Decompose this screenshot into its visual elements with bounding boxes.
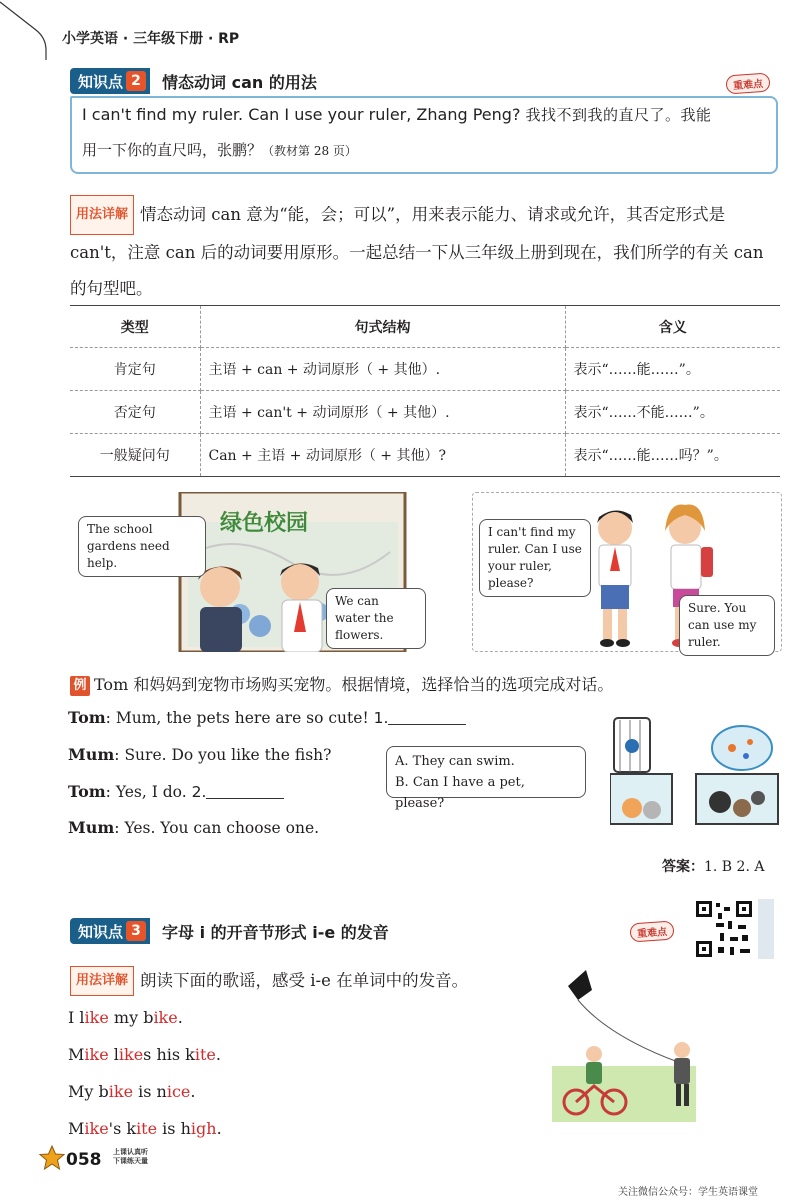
rhyme-text: I l: [68, 1008, 85, 1027]
example-prompt: [70, 672, 613, 696]
answer-blank[interactable]: [388, 711, 466, 725]
pet-shop-illustration: [610, 712, 782, 830]
rhyme-text: .: [177, 1008, 183, 1027]
speaker-name: Mum: [68, 818, 115, 837]
kp2-difficulty-badge: 重难点: [725, 72, 770, 94]
kp3-difficulty-badge: 重难点: [629, 920, 674, 942]
answer-blank[interactable]: [206, 785, 284, 799]
kp2-textbook-ref: （教材第 28 页）: [262, 144, 357, 158]
table-header-type: 类型: [70, 306, 200, 348]
table-cell-type: 一般疑问句: [70, 434, 200, 477]
rhyme-text: M: [68, 1119, 85, 1138]
table-header-structure: 句式结构: [200, 306, 565, 348]
kp2-example-box: [70, 96, 778, 174]
speaker-name: Mum: [68, 745, 115, 764]
rhyme-line: [68, 1045, 221, 1064]
rhyme-highlight: ike: [153, 1008, 178, 1027]
speech-bubble-3: I can't find my ruler. Can I use your ruler, please?: [479, 519, 591, 597]
rhyme-text: l: [108, 1045, 119, 1064]
qr-code-icon[interactable]: [694, 899, 754, 959]
kp3-number: 3: [126, 921, 146, 941]
page-header: 小学英语 · 三年级下册 · RP: [62, 31, 240, 47]
table-cell-structure: 主语 + can + 动词原形（ + 其他）.: [200, 348, 565, 391]
speaker-name: Tom: [68, 708, 106, 727]
rhyme-text: is n: [133, 1082, 167, 1101]
rhyme-highlight: ike: [84, 1008, 109, 1027]
rhyme-text: my b: [108, 1008, 154, 1027]
example-tag: 例: [70, 676, 90, 696]
answer-label: 答案：: [662, 859, 704, 875]
example-prompt-text: Tom 和妈妈到宠物市场购买宠物。根据情境，选择恰当的选项完成对话。: [94, 675, 614, 694]
kp2-example-cn-1: 我找不到我的直尺了。我能: [525, 106, 712, 124]
rhyme-text: M: [68, 1045, 85, 1064]
table-row: [70, 434, 780, 477]
table-row: [70, 391, 780, 434]
table-cell-type: 肯定句: [70, 348, 200, 391]
dialogue-text: Sure. Do you like the fish?: [124, 746, 332, 764]
dialogue-text: Yes, I do.: [115, 783, 187, 801]
option-b[interactable]: B. Can I have a pet, please?: [395, 775, 525, 811]
usage-paragraph: [70, 195, 782, 307]
kp2-example-en: I can't find my ruler. Can I use your ruler, Zhang Peng?: [82, 105, 521, 124]
kp3-tag: [70, 918, 150, 944]
rhyme-highlight: ike: [118, 1045, 144, 1064]
dialogue-line: Mum: Sure. Do you like the fish?: [68, 745, 332, 764]
speech-bubble-2: We can water the flowers.: [326, 588, 426, 649]
dialogue-text: Mum, the pets here are so cute!: [115, 709, 369, 727]
kp2-heading: [70, 68, 317, 94]
footer-slogan-2: 下课练天量: [113, 1157, 148, 1165]
usage-tag: 用法详解: [70, 195, 134, 235]
corner-decoration: [0, 0, 60, 60]
options-box: [386, 746, 586, 811]
qr-side-tab: [758, 899, 774, 959]
kp3-usage-tag: 用法详解: [70, 966, 134, 996]
rhyme-highlight: ike: [84, 1119, 109, 1138]
dialogue-line: Tom: Mum, the pets here are so cute! 1.: [68, 708, 466, 727]
option-a[interactable]: A. They can swim.: [395, 754, 515, 769]
kp2-tag-label: 知识点: [78, 72, 124, 91]
rhyme-highlight: ike: [84, 1045, 109, 1064]
footer-slogan: [113, 1148, 148, 1166]
kp3-tag-label: 知识点: [78, 922, 124, 941]
rhyme-text: s his k: [143, 1045, 195, 1064]
table-cell-meaning: 表示“……不能……”。: [565, 391, 780, 434]
rhyme-highlight: ite: [194, 1045, 216, 1064]
dialogue-line: Tom: Yes, I do. 2.: [68, 782, 284, 801]
usage-text: 情态动词 can 意为“能，会；可以”，用来表示能力、请求或允许，其否定形式是 can't，注意 can 后的动词要用原形。一起总结一下从三年级上册到现在，我们所学的有关 can 的句型吧。: [70, 205, 764, 298]
school-garden-illustration: [70, 492, 432, 652]
speaker-name: Tom: [68, 782, 106, 801]
table-cell-type: 否定句: [70, 391, 200, 434]
garden-sign: 绿色校园: [220, 511, 309, 536]
speech-bubble-4: Sure. You can use my ruler.: [679, 595, 775, 656]
rhyme-text: .: [190, 1082, 196, 1101]
answer-text: 1. B 2. A: [704, 859, 765, 875]
rhyme-highlight: ice: [166, 1082, 191, 1101]
rhyme-text: is h: [157, 1119, 191, 1138]
table-cell-structure: Can + 主语 + 动词原形（ + 其他）?: [200, 434, 565, 477]
table-cell-meaning: 表示“……能……吗？”。: [565, 434, 780, 477]
kp3-usage-text: 朗读下面的歌谣，感受 i-e 在单词中的发音。: [140, 971, 469, 990]
table-cell-structure: 主语 + can't + 动词原形（ + 其他）.: [200, 391, 565, 434]
rhyme-highlight: ike: [108, 1082, 134, 1101]
star-mascot-icon: [38, 1144, 66, 1172]
kp2-example-cn-2: 用一下你的直尺吗，张鹏？: [82, 141, 263, 159]
can-sentence-table: [70, 305, 780, 477]
rhyme-line: [68, 1119, 222, 1138]
kp2-title: 情态动词 can 的用法: [162, 72, 317, 92]
ruler-illustration: [472, 492, 782, 652]
page-number: 058: [66, 1150, 102, 1170]
table-row: [70, 348, 780, 391]
answer-line: [662, 856, 764, 876]
table-header-row: [70, 306, 780, 348]
kite-illustration: [548, 966, 698, 1124]
rhyme-highlight: ite: [136, 1119, 158, 1138]
blank-number: 2.: [191, 783, 207, 801]
speech-bubble-1: The school gardens need help.: [78, 516, 206, 577]
rhyme-line: [68, 1082, 195, 1101]
dialogue-line: Mum: Yes. You can choose one.: [68, 818, 320, 837]
rhyme-line: [68, 1008, 183, 1027]
rhyme-text: .: [215, 1045, 221, 1064]
rhyme-text: 's k: [108, 1119, 137, 1138]
table-header-meaning: 含义: [565, 306, 780, 348]
footer-slogan-1: 上课认真听: [113, 1148, 148, 1156]
footer-note: 关注微信公众号：学生英语课堂: [618, 1187, 758, 1198]
rhyme-text: My b: [68, 1082, 109, 1101]
blank-number: 1.: [373, 709, 389, 727]
dialogue-text: Yes. You can choose one.: [124, 819, 320, 837]
kp3-heading: [70, 918, 389, 944]
rhyme-text: .: [216, 1119, 222, 1138]
table-cell-meaning: 表示“……能……”。: [565, 348, 780, 391]
kp3-title: 字母 i 的开音节形式 i-e 的发音: [162, 922, 389, 942]
kp2-tag: [70, 68, 150, 94]
kp2-number: 2: [126, 71, 146, 91]
rhyme-highlight: igh: [190, 1119, 217, 1138]
